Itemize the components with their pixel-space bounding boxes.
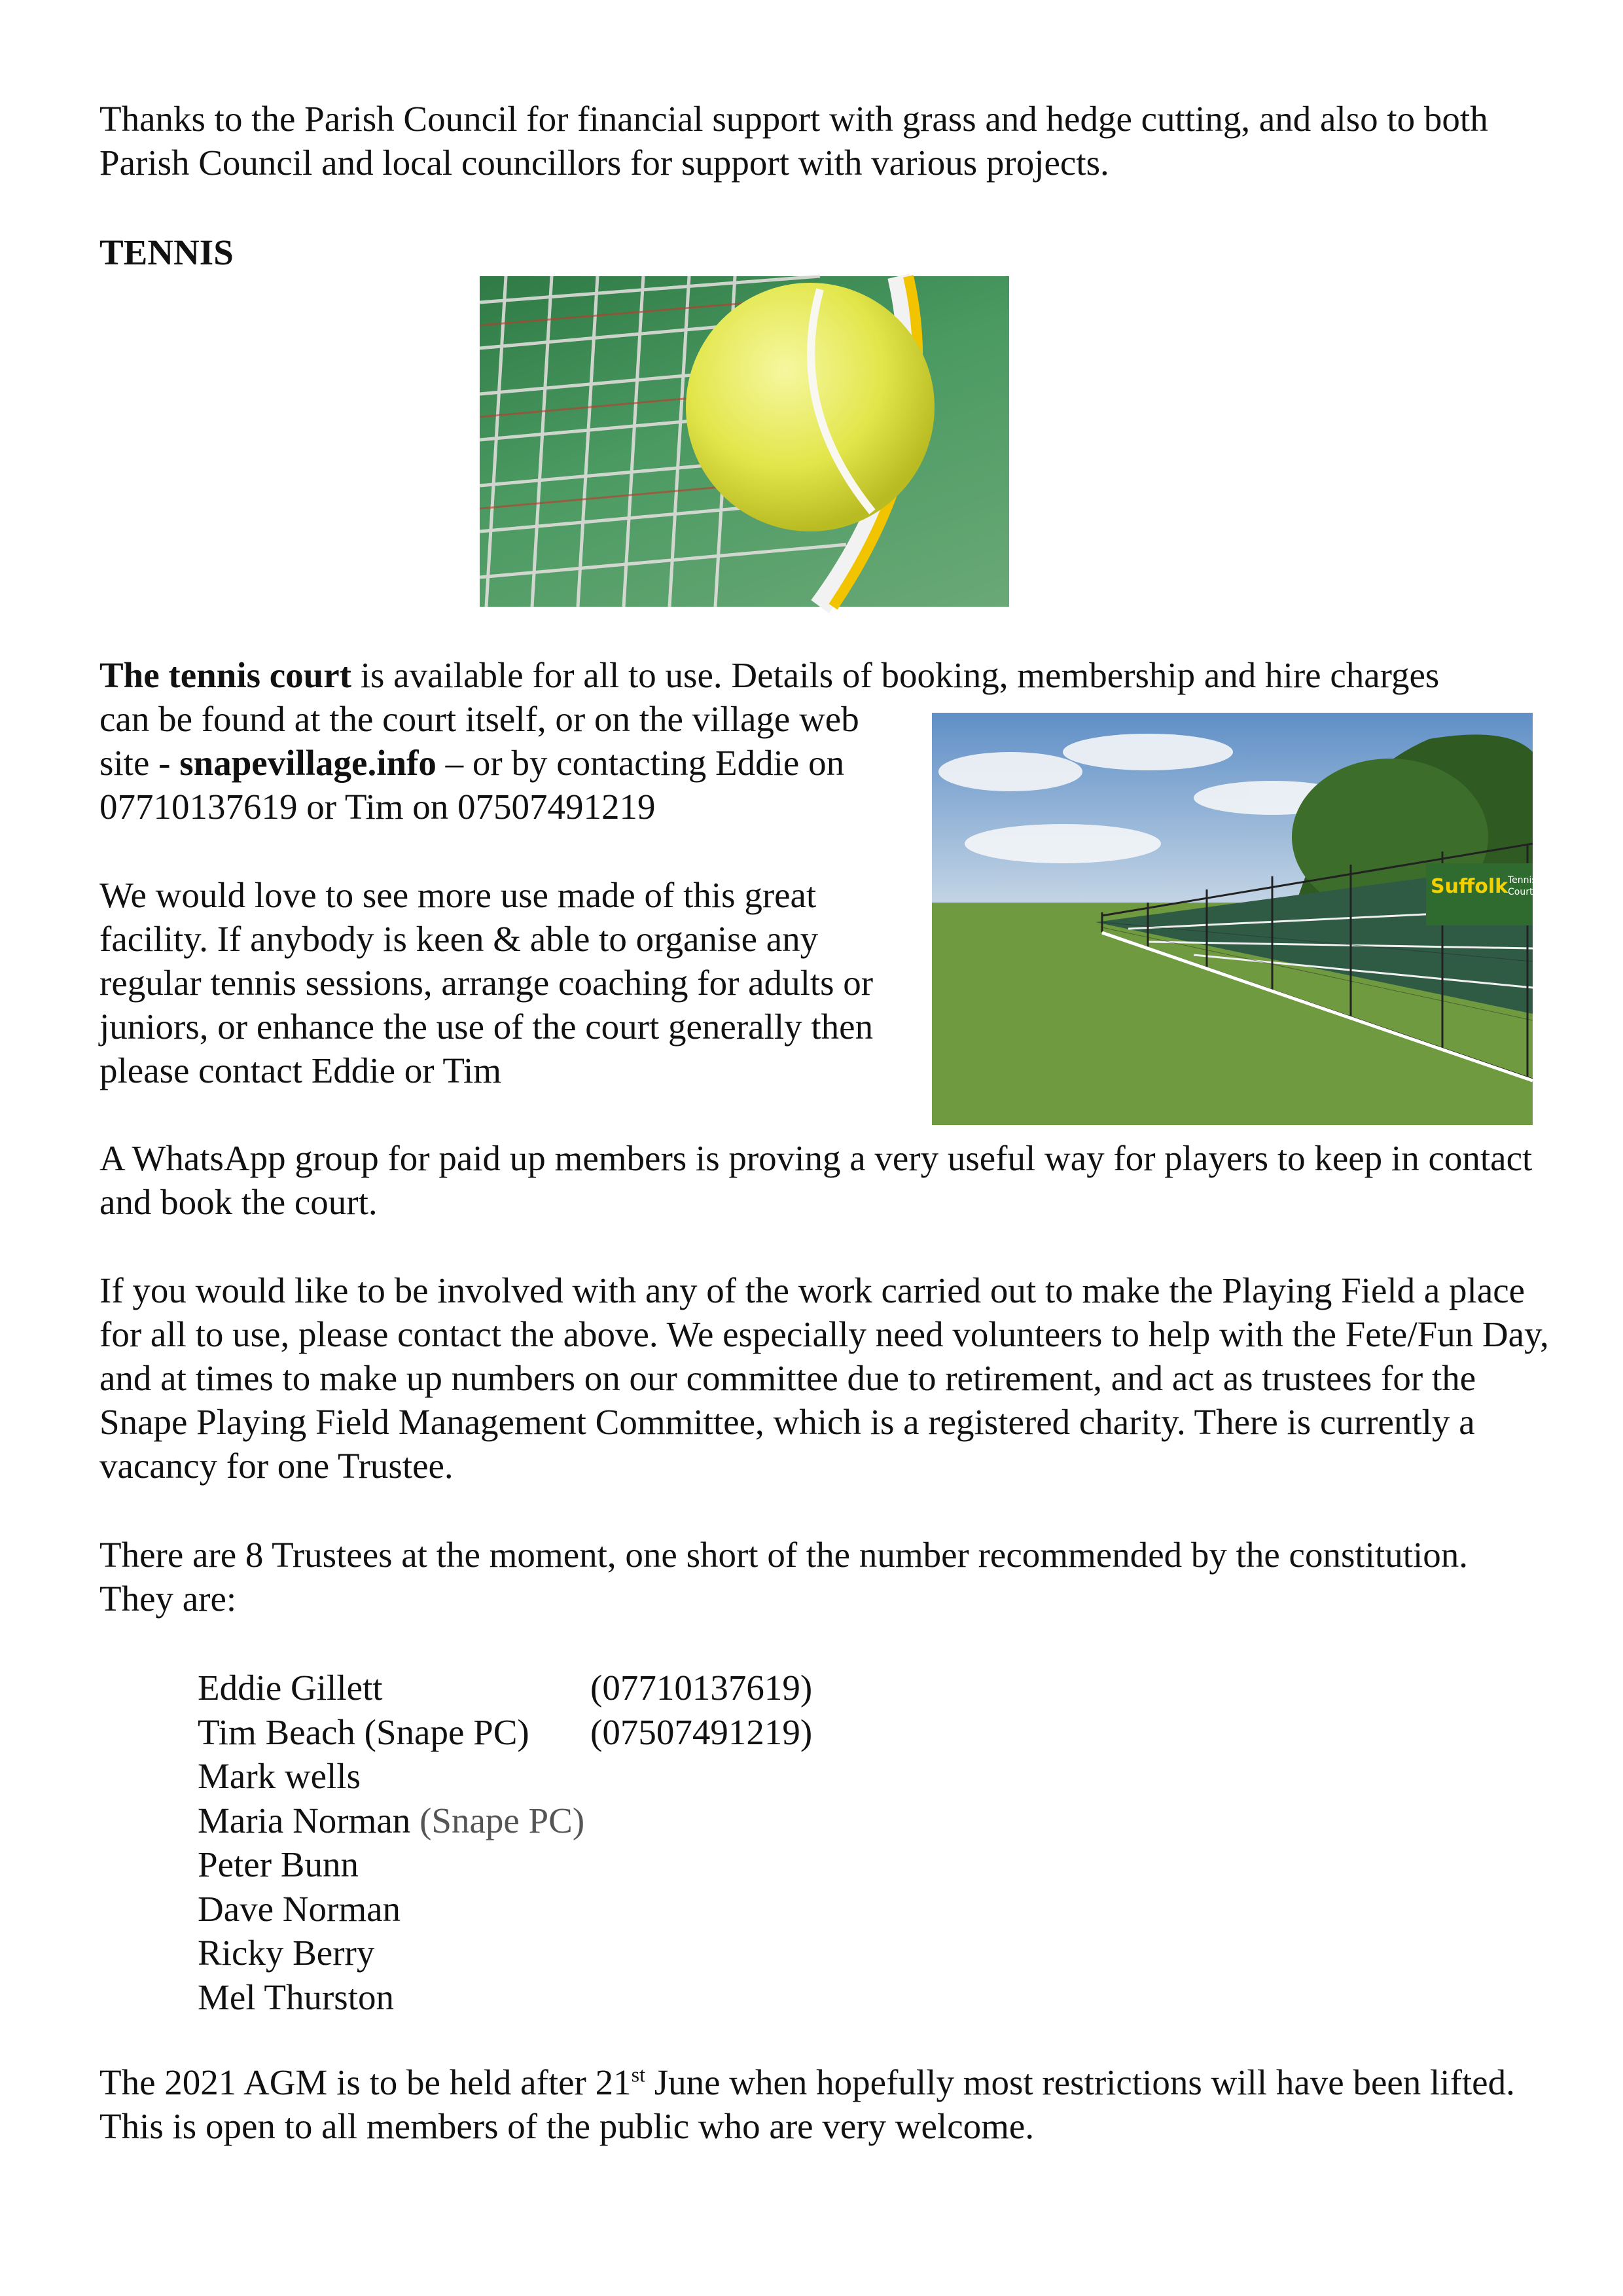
intro-paragraph: Thanks to the Parish Council for financial support with grass and hedge cutting, and also to both Parish Council and local councillors for support with various projects.: [99, 99, 1488, 183]
sign-line2-text: Tennis: [1508, 875, 1537, 886]
tennis-heading: TENNIS: [99, 232, 234, 272]
court-bold-phrase: The tennis court: [99, 655, 351, 695]
website-link[interactable]: snapevillage.info: [179, 743, 437, 783]
trustee-phone: (07710137619): [590, 1668, 813, 1708]
sign-brand-text: Suffolk: [1431, 875, 1508, 898]
court-contact-text: [99, 697, 904, 829]
trustee-name: Peter Bunn: [198, 1844, 359, 1884]
agm-ordinal-suffix: st: [631, 2062, 645, 2087]
court-line1-text: is available for all to use. Details of booking, membership and hire charges: [351, 655, 1440, 695]
get-involved-paragraph: If you would like to be involved with any of the work carried out to make the Playing Field a place for all to use, please contact the above. We especially need volunteers to help with the Fete/Fun Day, and at times to make up numbers on our committee due to retirement, and act as trustees for the Snape Playing Field Management Committee, which is a registered charity. There is currently a vacancy for one Trustee.: [99, 1270, 1549, 1486]
tennis-ball-illustration: [480, 276, 1009, 607]
agm-text-b: June when hopefully most restrictions will have been lifted. This is open to all members of the public who are very welcome.: [99, 2062, 1515, 2146]
court-contact-part-b: – or by contacting Eddie on 07710137619 or Tim on 07507491219: [99, 743, 845, 827]
tennis-court-illustration: [932, 713, 1538, 1125]
court-availability-line: [99, 653, 1572, 697]
trustees-intro-paragraph: There are 8 Trustees at the moment, one short of the number recommended by the constitution. They are:: [99, 1535, 1469, 1619]
trustee-note: (Snape PC): [410, 1800, 585, 1840]
trustee-name: Maria Norman: [198, 1800, 411, 1840]
court-contact-part-a: can be found at the court itself, or on the village web site -: [99, 699, 859, 783]
agm-text-a: The 2021 AGM is to be held after 21: [99, 2062, 632, 2102]
trustee-name-with-note: [198, 1799, 584, 1843]
trustee-phone: (07507491219): [590, 1712, 813, 1752]
trustee-name: Dave Norman: [198, 1888, 401, 1929]
trustee-name: Mark wells: [198, 1756, 361, 1796]
love-more-use-paragraph: We would love to see more use made of this great facility. If anybody is keen & able to organise any regular tennis sessions, arrange coaching for adults or juniors, or enhance the use of the court generally then please contact Eddie or Tim: [99, 875, 874, 1090]
sign-line3-text: Courts: [1508, 887, 1538, 897]
tennis-ball-racket-photo: [480, 276, 1009, 607]
tennis-court-photo: [932, 713, 1538, 1125]
agm-paragraph: [99, 2060, 1572, 2148]
trustee-name: Ricky Berry: [198, 1933, 375, 1973]
trustee-name: Mel Thurston: [198, 1977, 394, 2017]
trustee-name: Eddie Gillett: [198, 1668, 383, 1708]
trustee-name: Tim Beach (Snape PC): [198, 1712, 529, 1752]
whatsapp-paragraph: A WhatsApp group for paid up members is proving a very useful way for players to keep in contact and book the court.: [99, 1138, 1533, 1222]
